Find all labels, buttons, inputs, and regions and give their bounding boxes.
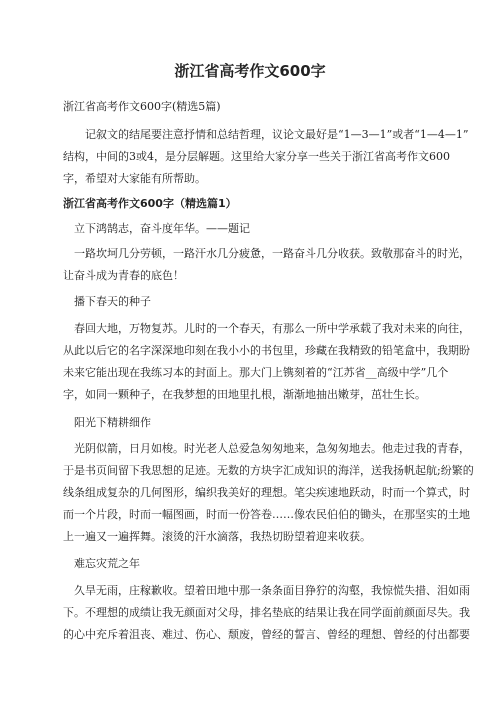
essay-heading: 浙江省高考作文600字（精选篇1） [63,197,237,210]
text-line: 于是书页间留下我思想的足迹。无数的方块字汇成知识的海洋，送我扬帆起航;纷繁的 [63,464,474,477]
text-line: 的心中充斥着沮丧、难过、伤心、颓废，曾经的誓言、曾经的理想、曾经的付出都要 [63,628,470,641]
text-line: 记叙文的结尾要注意抒情和总结哲理，议论文最好是“1—3—1”或者“1—4—1” [85,128,469,141]
text-line: 线条组成复杂的几何图形，编织我美好的理想。笔尖疾速地跃动，时而一个算式，时 [63,486,470,499]
paragraph-1 [63,243,470,287]
section-heading: 难忘灾荒之年 [74,557,140,570]
text-line: 字，如同一颗种子，在我梦想的田地里扎根，渐渐地抽出嫩芽，茁壮生长。 [63,388,426,401]
paragraph-3 [63,438,474,548]
text-line: 未来它能出现在我练习本的封面上。那大门上镌刻着的“江苏省__高级中学”几个 [63,366,449,379]
intro-paragraph [63,124,469,190]
text-line: 而一个片段，时而一幅图画，时而一份答卷……像农民伯伯的锄头，在那坚实的土地 [63,508,470,521]
paragraph-2 [63,318,470,406]
epigraph: 立下鸿鹄志，奋斗度年华。——题记 [74,222,250,235]
subtitle: 浙江省高考作文600字(精选5篇) [63,100,221,113]
section-heading: 阳光下精耕细作 [74,416,151,429]
text-line: 字，希望对大家能有所帮助。 [63,172,206,185]
text-line: 下。不理想的成绩让我无颜面对父母，排名垫底的结果让我在同学面前颜面尽失。我 [63,606,470,619]
text-line: 让奋斗成为青春的底色！ [63,269,184,282]
text-line: 久旱无雨，庄稼歉收。望着田地中那一条条面目狰狞的沟壑，我惊慌失措、泪如雨 [74,584,470,597]
page-title: 浙江省高考作文600字 [174,62,326,80]
text-line: 光阴似箭，日月如梭。时光老人总爱急匆匆地来，急匆匆地去。他走过我的青春， [74,442,470,455]
text-line: 春回大地，万物复苏。儿时的一个春天，有那么一所中学承载了我对未来的向往， [74,322,470,335]
text-line: 从此以后它的名字深深地印刻在我小小的书包里，珍藏在我精致的铅笔盒中，我期盼 [63,344,470,357]
paragraph-4 [63,580,470,646]
text-line: 上一遍又一遍挥舞。滚烫的汗水滴落，我热切盼望着迎来收获。 [63,530,371,543]
text-line: 一路坎坷几分劳顿，一路汗水几分疲惫，一路奋斗几分收获。致敬那奋斗的时光， [74,247,470,260]
text-line: 结构，中间的3或4，是分层解题。这里给大家分享一些关于浙江省高考作文600 [63,150,450,163]
section-heading: 播下春天的种子 [74,295,151,308]
